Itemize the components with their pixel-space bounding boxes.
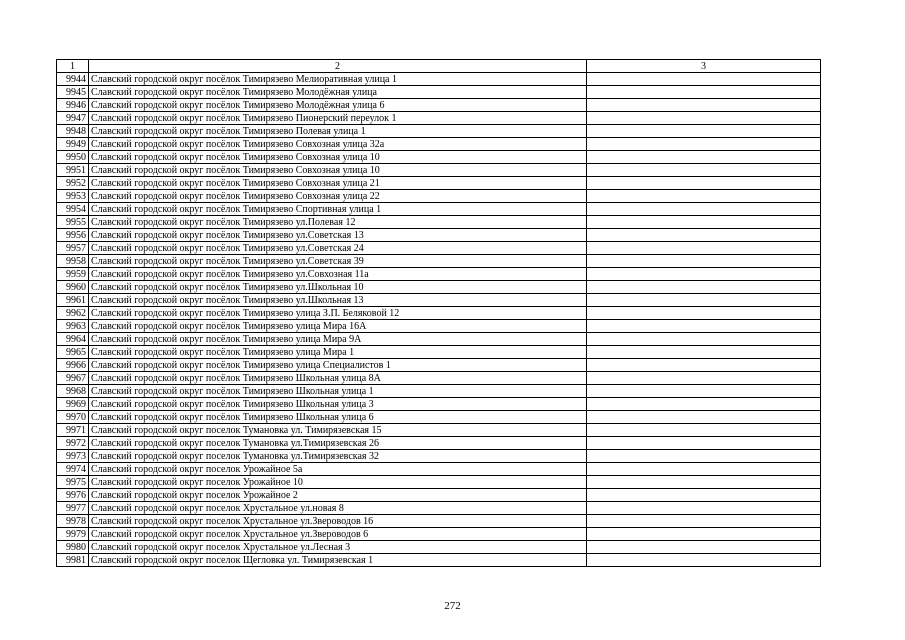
empty-cell	[587, 203, 821, 216]
address-cell: Славский городской округ посёлок Тимирязево Пионерский переулок 1	[89, 112, 587, 125]
table-row	[57, 463, 821, 476]
empty-cell	[587, 99, 821, 112]
table-row	[57, 268, 821, 281]
address-cell: Славский городской округ посёлок Тимирязево Школьная улица 3	[89, 398, 587, 411]
table-row	[57, 437, 821, 450]
address-cell: Славский городской округ поселок Тумановка ул.Тимирязевская 32	[89, 450, 587, 463]
table-header	[57, 60, 821, 73]
address-table	[56, 59, 821, 567]
empty-cell	[587, 73, 821, 86]
address-cell: Славский городской округ посёлок Тимирязево Полевая улица 1	[89, 125, 587, 138]
table-row	[57, 398, 821, 411]
address-cell: Славский городской округ посёлок Тимирязево ул.Школьная 13	[89, 294, 587, 307]
row-number-cell: 9945	[57, 86, 89, 99]
row-number-cell: 9967	[57, 372, 89, 385]
address-cell: Славский городской округ поселок Щегловка ул. Тимирязевская 1	[89, 554, 587, 567]
empty-cell	[587, 112, 821, 125]
address-cell: Славский городской округ посёлок Тимирязево улица Мира 16А	[89, 320, 587, 333]
table-body	[57, 73, 821, 567]
address-cell: Славский городской округ посёлок Тимирязево Совхозная улица 32а	[89, 138, 587, 151]
row-number-cell: 9949	[57, 138, 89, 151]
table-row	[57, 476, 821, 489]
table-row	[57, 203, 821, 216]
address-cell: Славский городской округ поселок Тумановка ул. Тимирязевская 15	[89, 424, 587, 437]
address-cell: Славский городской округ посёлок Тимирязево улица Мира 1	[89, 346, 587, 359]
table-row	[57, 554, 821, 567]
empty-cell	[587, 307, 821, 320]
row-number-cell: 9950	[57, 151, 89, 164]
table-row	[57, 86, 821, 99]
row-number-cell: 9958	[57, 255, 89, 268]
table-row	[57, 190, 821, 203]
address-cell: Славский городской округ посёлок Тимирязево Школьная улица 1	[89, 385, 587, 398]
empty-cell	[587, 359, 821, 372]
empty-cell	[587, 528, 821, 541]
address-cell: Славский городской округ посёлок Тимирязево Школьная улица 8А	[89, 372, 587, 385]
row-number-cell: 9973	[57, 450, 89, 463]
empty-cell	[587, 463, 821, 476]
empty-cell	[587, 229, 821, 242]
row-number-cell: 9965	[57, 346, 89, 359]
row-number-cell: 9962	[57, 307, 89, 320]
empty-cell	[587, 489, 821, 502]
row-number-cell: 9968	[57, 385, 89, 398]
table-row	[57, 151, 821, 164]
empty-cell	[587, 450, 821, 463]
row-number-cell: 9951	[57, 164, 89, 177]
empty-cell	[587, 294, 821, 307]
row-number-cell: 9972	[57, 437, 89, 450]
row-number-cell: 9953	[57, 190, 89, 203]
empty-cell	[587, 515, 821, 528]
table-row	[57, 229, 821, 242]
page-number: 272	[444, 600, 461, 612]
address-cell: Славский городской округ посёлок Тимирязево Молодёжная улица 6	[89, 99, 587, 112]
row-number-cell: 9969	[57, 398, 89, 411]
empty-cell	[587, 437, 821, 450]
row-number-cell: 9947	[57, 112, 89, 125]
empty-cell	[587, 476, 821, 489]
column-header-2: 2	[89, 60, 587, 73]
header-row	[57, 60, 821, 73]
row-number-cell: 9970	[57, 411, 89, 424]
row-number-cell: 9966	[57, 359, 89, 372]
empty-cell	[587, 398, 821, 411]
empty-cell	[587, 242, 821, 255]
row-number-cell: 9957	[57, 242, 89, 255]
empty-cell	[587, 372, 821, 385]
table-row	[57, 177, 821, 190]
address-cell: Славский городской округ посёлок Тимирязево Совхозная улица 22	[89, 190, 587, 203]
empty-cell	[587, 177, 821, 190]
table-row	[57, 502, 821, 515]
row-number-cell: 9961	[57, 294, 89, 307]
row-number-cell: 9944	[57, 73, 89, 86]
address-cell: Славский городской округ посёлок Тимирязево Мелиоративная улица 1	[89, 73, 587, 86]
address-cell: Славский городской округ посёлок Тимирязево Совхозная улица 21	[89, 177, 587, 190]
empty-cell	[587, 333, 821, 346]
address-cell: Славский городской округ поселок Хрустальное ул.новая 8	[89, 502, 587, 515]
address-cell: Славский городской округ поселок Урожайное 2	[89, 489, 587, 502]
address-cell: Славский городской округ поселок Урожайное 5а	[89, 463, 587, 476]
table-row	[57, 346, 821, 359]
table-row	[57, 515, 821, 528]
table-row	[57, 164, 821, 177]
address-cell: Славский городской округ посёлок Тимирязево Спортивная улица 1	[89, 203, 587, 216]
table-row	[57, 125, 821, 138]
empty-cell	[587, 268, 821, 281]
empty-cell	[587, 541, 821, 554]
row-number-cell: 9977	[57, 502, 89, 515]
table-row	[57, 450, 821, 463]
row-number-cell: 9952	[57, 177, 89, 190]
address-cell: Славский городской округ посёлок Тимирязево ул.Школьная 10	[89, 281, 587, 294]
empty-cell	[587, 424, 821, 437]
table-row	[57, 424, 821, 437]
empty-cell	[587, 411, 821, 424]
row-number-cell: 9960	[57, 281, 89, 294]
empty-cell	[587, 281, 821, 294]
row-number-cell: 9975	[57, 476, 89, 489]
column-header-1: 1	[57, 60, 89, 73]
table-row	[57, 541, 821, 554]
table-row	[57, 242, 821, 255]
empty-cell	[587, 502, 821, 515]
table-row	[57, 255, 821, 268]
table-row	[57, 281, 821, 294]
table-row	[57, 489, 821, 502]
table-row	[57, 333, 821, 346]
empty-cell	[587, 346, 821, 359]
empty-cell	[587, 385, 821, 398]
row-number-cell: 9959	[57, 268, 89, 281]
table-row	[57, 99, 821, 112]
address-cell: Славский городской округ посёлок Тимирязево ул.Советская 13	[89, 229, 587, 242]
address-cell: Славский городской округ посёлок Тимирязево Молодёжная улица	[89, 86, 587, 99]
table-row	[57, 385, 821, 398]
address-cell: Славский городской округ поселок Хрустальное ул.Звероводов 6	[89, 528, 587, 541]
row-number-cell: 9979	[57, 528, 89, 541]
row-number-cell: 9981	[57, 554, 89, 567]
row-number-cell: 9974	[57, 463, 89, 476]
address-cell: Славский городской округ посёлок Тимирязево ул.Советская 24	[89, 242, 587, 255]
address-cell: Славский городской округ поселок Тумановка ул.Тимирязевская 26	[89, 437, 587, 450]
table-row	[57, 411, 821, 424]
empty-cell	[587, 86, 821, 99]
address-cell: Славский городской округ поселок Хрустальное ул.Звероводов 16	[89, 515, 587, 528]
row-number-cell: 9946	[57, 99, 89, 112]
row-number-cell: 9964	[57, 333, 89, 346]
empty-cell	[587, 320, 821, 333]
address-cell: Славский городской округ посёлок Тимирязево ул.Полевая 12	[89, 216, 587, 229]
row-number-cell: 9954	[57, 203, 89, 216]
row-number-cell: 9956	[57, 229, 89, 242]
table-row	[57, 320, 821, 333]
address-cell: Славский городской округ посёлок Тимирязево улица Мира 9А	[89, 333, 587, 346]
empty-cell	[587, 151, 821, 164]
table-row	[57, 138, 821, 151]
table-row	[57, 372, 821, 385]
table-row	[57, 359, 821, 372]
empty-cell	[587, 138, 821, 151]
row-number-cell: 9955	[57, 216, 89, 229]
table-row	[57, 528, 821, 541]
table-row	[57, 73, 821, 86]
address-cell: Славский городской округ посёлок Тимирязево улица Специалистов 1	[89, 359, 587, 372]
table-row	[57, 112, 821, 125]
address-cell: Славский городской округ посёлок Тимирязево улица З.П. Беляковой 12	[89, 307, 587, 320]
row-number-cell: 9978	[57, 515, 89, 528]
address-cell: Славский городской округ посёлок Тимирязево Школьная улица 6	[89, 411, 587, 424]
empty-cell	[587, 216, 821, 229]
row-number-cell: 9948	[57, 125, 89, 138]
address-cell: Славский городской округ посёлок Тимирязево ул.Совхозная 11а	[89, 268, 587, 281]
row-number-cell: 9980	[57, 541, 89, 554]
address-cell: Славский городской округ поселок Хрустальное ул.Лесная 3	[89, 541, 587, 554]
address-cell: Славский городской округ посёлок Тимирязево Совхозная улица 10	[89, 164, 587, 177]
empty-cell	[587, 164, 821, 177]
table-row	[57, 216, 821, 229]
row-number-cell: 9963	[57, 320, 89, 333]
address-cell: Славский городской округ посёлок Тимирязево ул.Советская 39	[89, 255, 587, 268]
empty-cell	[587, 190, 821, 203]
address-cell: Славский городской округ поселок Урожайное 10	[89, 476, 587, 489]
column-header-3: 3	[587, 60, 821, 73]
table-row	[57, 307, 821, 320]
row-number-cell: 9976	[57, 489, 89, 502]
empty-cell	[587, 255, 821, 268]
table-row	[57, 294, 821, 307]
empty-cell	[587, 554, 821, 567]
empty-cell	[587, 125, 821, 138]
address-cell: Славский городской округ посёлок Тимирязево Совхозная улица 10	[89, 151, 587, 164]
row-number-cell: 9971	[57, 424, 89, 437]
